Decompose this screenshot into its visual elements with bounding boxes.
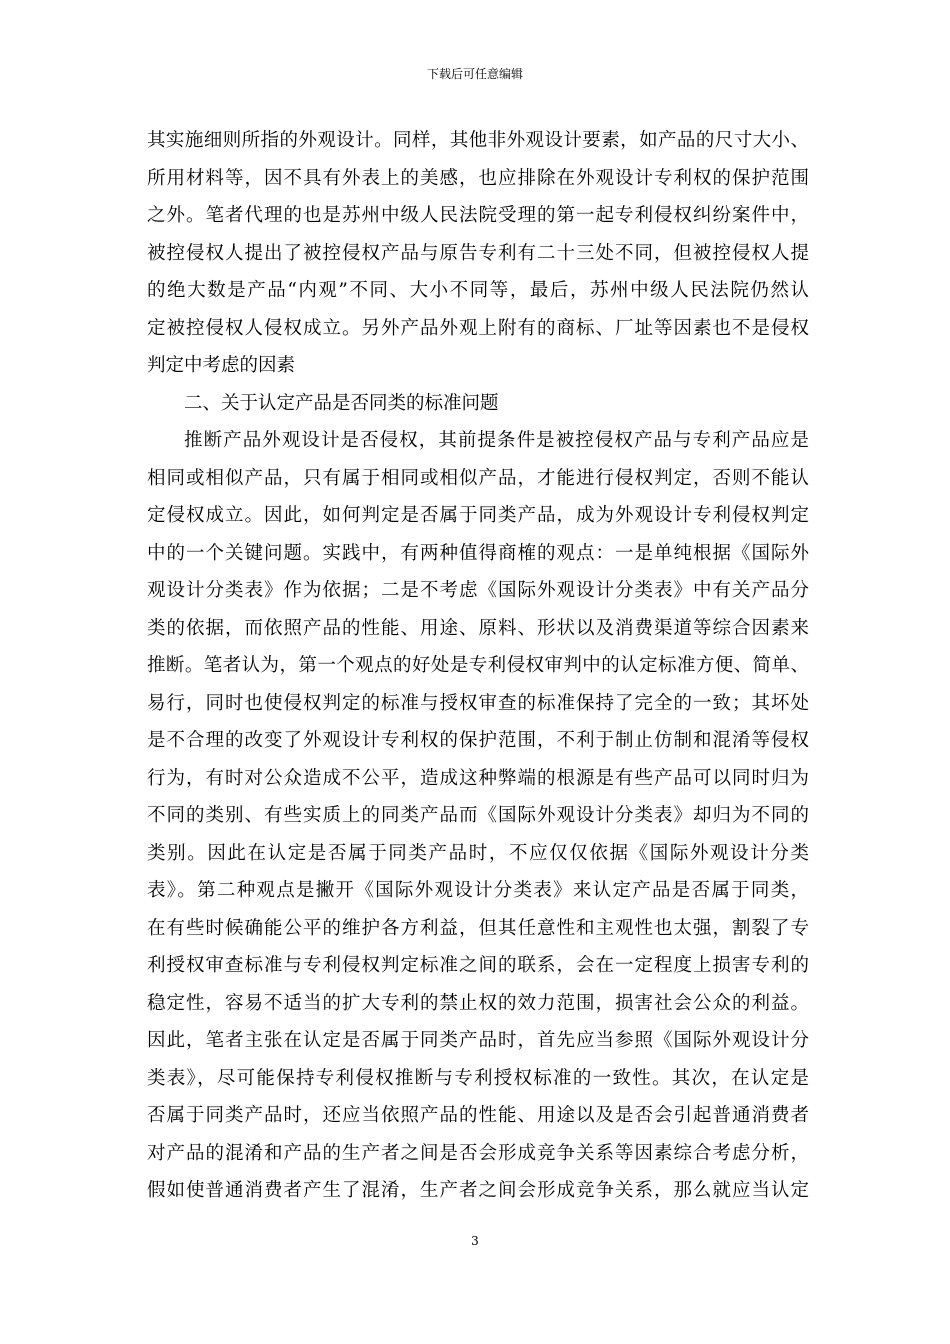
text-line: 其实施细则所指的外观设计。同样，其他非外观设计要素，如产品的尺寸大小、: [147, 130, 809, 151]
text-line: 类的依据，而依照产品的性能、用途、原料、形状以及消费渠道等综合因素来: [147, 617, 809, 639]
text-line: 定被控侵权人侵权成立。另外产品外观上附有的商标、厂址等因素也不是侵权: [147, 317, 809, 339]
text-line: 行为，有时对公众造成不公平，造成这种弊端的根源是有些产品可以同时归为: [147, 767, 809, 789]
text-line: 被控侵权人提出了被控侵权产品与原告专利有二十三处不同，但被控侵权人提: [147, 242, 809, 264]
text-line: 不同的类别、有些实质上的同类产品而《国际外观设计分类表》却归为不同的: [147, 805, 809, 826]
text-line: 相同或相似产品，只有属于相同或相似产品，才能进行侵权判定，否则不能认: [147, 467, 809, 489]
text-line: 假如使普通消费者产生了混淆，生产者之间会形成竞争关系，那么就应当认定: [147, 1180, 809, 1201]
text-line: 定侵权成立。因此，如何判定是否属于同类产品，成为外观设计专利侵权判定: [147, 505, 809, 526]
text-line: 中的一个关键问题。实践中，有两种值得商榷的观点：一是单纯根据《国际外: [147, 542, 809, 564]
text-line: 易行，同时也使侵权判定的标准与授权审查的标准保持了完全的一致；其坏处: [147, 692, 809, 714]
text-line: 表》。第二种观点是撇开《国际外观设计分类表》来认定产品是否属于同类，: [147, 880, 809, 901]
text-line: 判定中考虑的因素: [147, 355, 296, 376]
text-line: 之外。笔者代理的也是苏州中级人民法院受理的第一起专利侵权纠纷案件中，: [147, 205, 809, 226]
text-line: 是不合理的改变了外观设计专利权的保护范围，不利于制止仿制和混淆等侵权: [147, 730, 809, 751]
text-line: 稳定性，容易不适当的扩大专利的禁止权的效力范围，损害社会公众的利益。: [147, 992, 809, 1014]
section-heading: 二、关于认定产品是否同类的标准问题: [184, 392, 499, 414]
text-line: 的绝大数是产品“内观”不同、大小不同等，最后，苏州中级人民法院仍然认: [147, 280, 809, 301]
text-line: 类表》，尽可能保持专利侵权推断与专利授权标准的一致性。其次，在认定是: [147, 1067, 809, 1089]
text-line: 在有些时候确能公平的维护各方利益，但其任意性和主观性也太强，割裂了专: [147, 917, 809, 939]
page-number: 3: [471, 1234, 479, 1248]
text-line: 对产品的混淆和产品的生产者之间是否会形成竞争关系等因素综合考虑分析，: [147, 1142, 809, 1164]
text-line: 观设计分类表》作为依据；二是不考虑《国际外观设计分类表》中有关产品分: [147, 580, 809, 601]
text-line: 推断。笔者认为，第一个观点的好处是专利侵权审判中的认定标准方便、简单、: [147, 655, 809, 676]
text-line: 利授权审查标准与专利侵权判定标准之间的联系，会在一定程度上损害专利的: [147, 955, 809, 976]
document-body: [147, 122, 809, 1210]
text-line: 推断产品外观设计是否侵权，其前提条件是被控侵权产品与专利产品应是: [184, 430, 809, 451]
page-header: 下载后可任意编辑: [426, 67, 523, 81]
text-line: 否属于同类产品时，还应当依照产品的性能、用途以及是否会引起普通消费者: [147, 1105, 809, 1126]
text-line: 类别。因此在认定是否属于同类产品时，不应仅仅依据《国际外观设计分类: [147, 842, 809, 864]
text-line: 所用材料等，因不具有外表上的美感，也应排除在外观设计专利权的保护范围: [147, 167, 809, 189]
text-line: 因此，笔者主张在认定是否属于同类产品时，首先应当参照《国际外观设计分: [147, 1030, 809, 1051]
